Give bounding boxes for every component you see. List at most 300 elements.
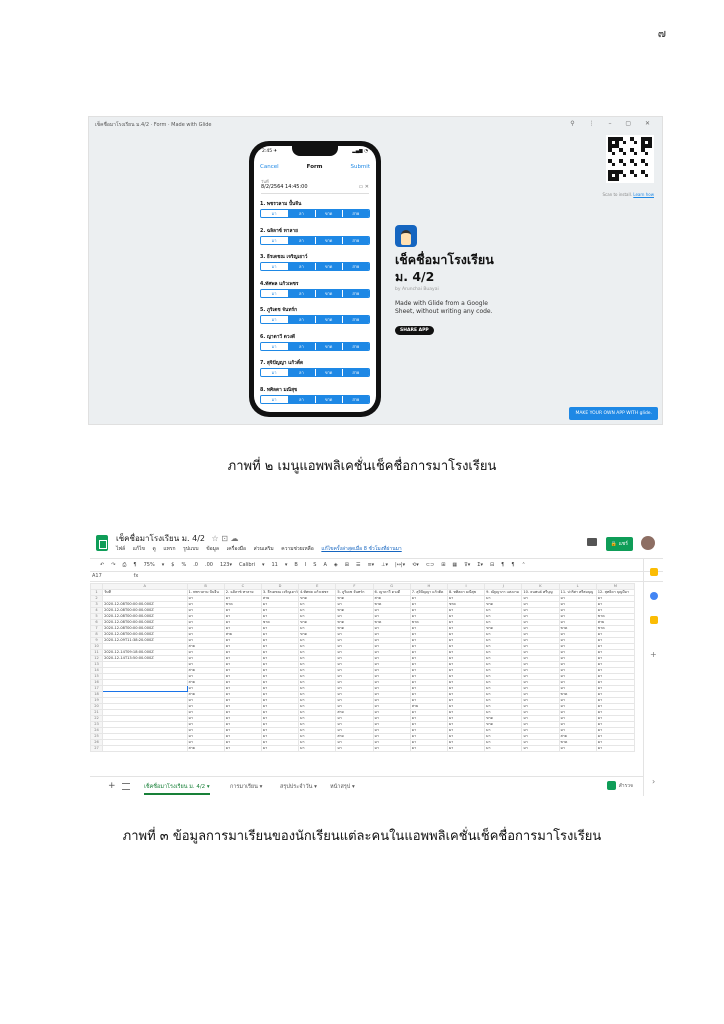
table-cell[interactable]: มา: [596, 602, 634, 608]
table-cell[interactable]: 2020-12-14T09:18:00.000Z: [103, 650, 187, 656]
table-cell[interactable]: สาย: [373, 596, 410, 602]
table-cell[interactable]: มา: [485, 614, 522, 620]
table-cell[interactable]: มา: [336, 722, 373, 728]
table-cell[interactable]: มา: [447, 626, 484, 632]
option-present[interactable]: มา: [261, 316, 288, 323]
column-letter[interactable]: L: [559, 584, 596, 590]
attendance-selector[interactable]: [260, 289, 370, 298]
table-cell[interactable]: มา: [410, 632, 447, 638]
option-late[interactable]: สาย: [343, 396, 369, 403]
cancel-button[interactable]: Cancel: [260, 164, 279, 170]
table-cell[interactable]: มา: [261, 608, 298, 614]
table-cell[interactable]: มา: [224, 626, 261, 632]
user-avatar[interactable]: [641, 536, 655, 550]
table-cell[interactable]: มา: [522, 614, 559, 620]
table-cell[interactable]: มา: [559, 650, 596, 656]
table-cell[interactable]: มา: [187, 740, 224, 746]
table-cell[interactable]: มา: [485, 656, 522, 662]
table-cell[interactable]: มา: [336, 680, 373, 686]
table-cell[interactable]: วันที่: [103, 590, 187, 596]
toolbar-item[interactable]: 123▾: [219, 562, 232, 568]
toolbar-item[interactable]: ≡▾: [367, 562, 375, 568]
option-leave[interactable]: ลา: [288, 369, 315, 376]
table-cell[interactable]: มา: [261, 716, 298, 722]
table-cell[interactable]: ขาด: [373, 620, 410, 626]
table-cell[interactable]: มา: [187, 698, 224, 704]
table-cell[interactable]: 2020-12-09T11:38:20.000Z: [103, 638, 187, 644]
table-cell[interactable]: มา: [261, 632, 298, 638]
star-folder-cloud-icons[interactable]: ☆ ⊡ ☁: [211, 534, 239, 543]
table-cell[interactable]: มา: [447, 722, 484, 728]
table-cell[interactable]: ขาด: [596, 614, 634, 620]
table-cell[interactable]: มา: [485, 692, 522, 698]
table-cell[interactable]: มา: [559, 722, 596, 728]
table-cell[interactable]: มา: [410, 638, 447, 644]
table-cell[interactable]: มา: [187, 614, 224, 620]
table-cell[interactable]: มา: [522, 668, 559, 674]
toolbar-item[interactable]: ↷: [111, 562, 116, 568]
table-cell[interactable]: มา: [299, 638, 336, 644]
option-present[interactable]: มา: [261, 343, 288, 350]
table-cell[interactable]: มา: [522, 674, 559, 680]
table-cell[interactable]: มา: [447, 668, 484, 674]
table-cell[interactable]: มา: [596, 656, 634, 662]
table-cell[interactable]: มา: [559, 596, 596, 602]
toolbar-item[interactable]: S: [313, 562, 317, 568]
row-number[interactable]: 18: [91, 692, 103, 698]
tasks-icon[interactable]: [650, 592, 658, 600]
table-cell[interactable]: สาย: [187, 680, 224, 686]
toolbar-item[interactable]: 11: [271, 562, 278, 568]
table-cell[interactable]: มา: [485, 674, 522, 680]
option-absent[interactable]: ขาด: [316, 316, 343, 323]
table-cell[interactable]: มา: [522, 746, 559, 752]
column-letter[interactable]: K: [522, 584, 559, 590]
column-letter[interactable]: E: [299, 584, 336, 590]
table-cell[interactable]: มา: [559, 728, 596, 734]
toolbar-item[interactable]: ⊂⊃: [425, 562, 435, 568]
row-number[interactable]: 22: [91, 716, 103, 722]
table-cell[interactable]: 12. สุทธิดา บุญมีมา: [596, 590, 634, 596]
table-cell[interactable]: มา: [224, 692, 261, 698]
table-cell[interactable]: มา: [373, 734, 410, 740]
table-cell[interactable]: มา: [522, 626, 559, 632]
table-cell[interactable]: มา: [447, 614, 484, 620]
table-cell[interactable]: มา: [485, 740, 522, 746]
option-late[interactable]: สาย: [343, 210, 369, 217]
table-cell[interactable]: มา: [261, 704, 298, 710]
option-leave[interactable]: ลา: [288, 210, 315, 217]
table-cell[interactable]: มา: [596, 668, 634, 674]
table-cell[interactable]: มา: [522, 740, 559, 746]
table-cell[interactable]: มา: [559, 614, 596, 620]
table-cell[interactable]: มา: [559, 710, 596, 716]
table-cell[interactable]: มา: [224, 680, 261, 686]
table-cell[interactable]: มา: [559, 662, 596, 668]
table-cell[interactable]: มา: [410, 746, 447, 752]
toolbar-item[interactable]: |↔|▾: [395, 562, 406, 568]
table-cell[interactable]: มา: [299, 716, 336, 722]
option-late[interactable]: สาย: [343, 316, 369, 323]
table-cell[interactable]: มา: [559, 704, 596, 710]
toolbar-item[interactable]: A: [323, 562, 327, 568]
table-cell[interactable]: มา: [596, 722, 634, 728]
table-cell[interactable]: มา: [596, 632, 634, 638]
row-number[interactable]: 7: [91, 626, 103, 632]
table-cell[interactable]: มา: [522, 680, 559, 686]
table-cell[interactable]: มา: [224, 710, 261, 716]
collapse-panel-icon[interactable]: ›: [652, 777, 656, 786]
table-cell[interactable]: ขาด: [299, 632, 336, 638]
toolbar-item[interactable]: ¶: [501, 562, 505, 568]
table-cell[interactable]: [103, 746, 187, 752]
table-cell[interactable]: มา: [447, 692, 484, 698]
table-cell[interactable]: มา: [224, 596, 261, 602]
table-cell[interactable]: 3. ธีรเดชณ เจริญเยาว์: [262, 590, 298, 594]
table-cell[interactable]: มา: [596, 716, 634, 722]
toolbar-item[interactable]: $: [171, 562, 175, 568]
table-cell[interactable]: มา: [410, 596, 447, 602]
option-present[interactable]: มา: [261, 237, 288, 244]
table-cell[interactable]: มา: [447, 728, 484, 734]
table-cell[interactable]: มา: [596, 734, 634, 740]
toolbar-item[interactable]: .0: [193, 562, 198, 568]
table-cell[interactable]: มา: [187, 602, 224, 608]
option-leave[interactable]: ลา: [288, 290, 315, 297]
table-cell[interactable]: มา: [410, 608, 447, 614]
column-letter[interactable]: M: [596, 584, 634, 590]
table-cell[interactable]: มา: [559, 680, 596, 686]
row-number[interactable]: 16: [91, 680, 103, 686]
option-present[interactable]: มา: [261, 263, 288, 270]
row-number[interactable]: 25: [91, 734, 103, 740]
column-letter[interactable]: J: [485, 584, 522, 590]
table-cell[interactable]: มา: [261, 644, 298, 650]
table-cell[interactable]: มา: [410, 740, 447, 746]
row-number[interactable]: 8: [91, 632, 103, 638]
document-title-text[interactable]: เช็คชื่อมาโรงเรียน ม. 4/2: [116, 534, 205, 543]
table-cell[interactable]: ขาด: [224, 602, 261, 608]
table-cell[interactable]: มา: [522, 644, 559, 650]
table-cell[interactable]: มา: [261, 698, 298, 704]
table-cell[interactable]: มา: [299, 698, 336, 704]
option-late[interactable]: สาย: [343, 290, 369, 297]
toolbar-item[interactable]: ▾: [261, 562, 265, 568]
row-number[interactable]: 3: [91, 602, 103, 608]
row-number[interactable]: 10: [91, 644, 103, 650]
table-cell[interactable]: ขาด: [410, 620, 447, 626]
table-cell[interactable]: มา: [373, 632, 410, 638]
table-cell[interactable]: มา: [336, 602, 373, 608]
table-cell[interactable]: มา: [485, 698, 522, 704]
menu-tools[interactable]: เครื่องมือ: [226, 546, 247, 552]
row-number[interactable]: 19: [91, 698, 103, 704]
menu-view[interactable]: ดู: [152, 546, 156, 552]
toolbar-item[interactable]: B: [294, 562, 298, 568]
option-leave[interactable]: ลา: [288, 316, 315, 323]
table-cell[interactable]: มา: [485, 644, 522, 650]
table-cell[interactable]: ขาด: [559, 692, 596, 698]
attendance-selector[interactable]: [260, 395, 370, 404]
table-cell[interactable]: มา: [559, 716, 596, 722]
table-cell[interactable]: มา: [485, 596, 522, 602]
table-cell[interactable]: มา: [261, 680, 298, 686]
table-cell[interactable]: ขาด: [559, 740, 596, 746]
table-cell[interactable]: มา: [410, 662, 447, 668]
option-late[interactable]: สาย: [343, 369, 369, 376]
table-cell[interactable]: มา: [559, 686, 596, 692]
table-cell[interactable]: มา: [522, 686, 559, 692]
table-cell[interactable]: มา: [373, 746, 410, 752]
table-cell[interactable]: มา: [224, 662, 261, 668]
table-cell[interactable]: มา: [261, 638, 298, 644]
column-letter[interactable]: C: [224, 584, 261, 590]
option-absent[interactable]: ขาด: [316, 369, 343, 376]
table-cell[interactable]: มา: [485, 668, 522, 674]
table-cell[interactable]: มา: [485, 710, 522, 716]
table-cell[interactable]: มา: [373, 668, 410, 674]
toolbar-item[interactable]: .00: [204, 562, 213, 568]
table-cell[interactable]: มา: [596, 728, 634, 734]
table-cell[interactable]: มา: [299, 626, 336, 632]
row-number[interactable]: 27: [91, 746, 103, 752]
table-cell[interactable]: มา: [261, 626, 298, 632]
table-cell[interactable]: มา: [447, 632, 484, 638]
column-letter[interactable]: D: [261, 584, 298, 590]
table-cell[interactable]: มา: [336, 668, 373, 674]
toolbar-item[interactable]: ⎙: [122, 562, 127, 568]
toolbar-item[interactable]: ¶: [511, 562, 515, 568]
table-cell[interactable]: มา: [447, 650, 484, 656]
table-cell[interactable]: มา: [299, 614, 336, 620]
row-number[interactable]: 5: [91, 614, 103, 620]
option-late[interactable]: สาย: [343, 237, 369, 244]
table-cell[interactable]: มา: [596, 746, 634, 752]
table-cell[interactable]: มา: [224, 620, 261, 626]
table-cell[interactable]: 2020-12-08T00:00:00.000Z: [103, 620, 187, 626]
table-cell[interactable]: มา: [187, 686, 224, 692]
row-number[interactable]: 12: [91, 656, 103, 662]
table-cell[interactable]: มา: [596, 698, 634, 704]
table-cell[interactable]: มา: [261, 722, 298, 728]
keep-icon[interactable]: [650, 568, 658, 576]
table-cell[interactable]: ขาด: [447, 602, 484, 608]
table-cell[interactable]: มา: [261, 662, 298, 668]
comment-icon[interactable]: [587, 538, 597, 546]
toolbar-item[interactable]: ⊥▾: [381, 562, 389, 568]
table-cell[interactable]: มา: [187, 596, 224, 602]
table-cell[interactable]: มา: [559, 638, 596, 644]
attendance-selector[interactable]: [260, 342, 370, 351]
table-cell[interactable]: มา: [410, 614, 447, 620]
table-cell[interactable]: มา: [447, 686, 484, 692]
table-cell[interactable]: มา: [596, 662, 634, 668]
row-number[interactable]: 13: [91, 662, 103, 668]
table-cell[interactable]: มา: [596, 740, 634, 746]
table-cell[interactable]: มา: [373, 656, 410, 662]
table-cell[interactable]: มา: [373, 662, 410, 668]
row-number[interactable]: 23: [91, 722, 103, 728]
table-cell[interactable]: 6. ญาดาวี ดวงดี: [373, 590, 410, 596]
table-cell[interactable]: ขาด: [336, 596, 373, 602]
table-cell[interactable]: มา: [336, 686, 373, 692]
table-cell[interactable]: มา: [522, 704, 559, 710]
table-cell[interactable]: มา: [261, 602, 298, 608]
menu-format[interactable]: รูปแบบ: [183, 546, 199, 552]
table-cell[interactable]: มา: [373, 740, 410, 746]
table-cell[interactable]: มา: [336, 638, 373, 644]
table-cell[interactable]: มา: [485, 620, 522, 626]
table-cell[interactable]: 5. ภูริเดช จันทร์ก: [336, 590, 373, 596]
table-cell[interactable]: มา: [336, 698, 373, 704]
table-cell[interactable]: มา: [522, 602, 559, 608]
table-cell[interactable]: มา: [373, 680, 410, 686]
table-cell[interactable]: 2. ฉลิลาซ์ ทาลาย: [224, 590, 261, 596]
table-cell[interactable]: มา: [187, 656, 224, 662]
table-cell[interactable]: มา: [224, 686, 261, 692]
table-cell[interactable]: มา: [559, 674, 596, 680]
table-cell[interactable]: มา: [596, 608, 634, 614]
row-number[interactable]: 21: [91, 710, 103, 716]
table-cell[interactable]: มา: [485, 746, 522, 752]
tab-class-attendance[interactable]: การมาเรียน ▾: [230, 784, 263, 790]
option-leave[interactable]: ลา: [288, 237, 315, 244]
table-cell[interactable]: มา: [485, 662, 522, 668]
option-absent[interactable]: ขาด: [316, 210, 343, 217]
table-cell[interactable]: มา: [522, 650, 559, 656]
table-cell[interactable]: มา: [447, 704, 484, 710]
table-cell[interactable]: มา: [224, 614, 261, 620]
option-leave[interactable]: ลา: [288, 396, 315, 403]
table-cell[interactable]: มา: [410, 728, 447, 734]
toolbar-item[interactable]: ⊞: [441, 562, 446, 568]
table-cell[interactable]: มา: [299, 662, 336, 668]
table-cell[interactable]: มา: [410, 668, 447, 674]
submit-button[interactable]: Submit: [350, 164, 370, 170]
table-cell[interactable]: มา: [447, 662, 484, 668]
table-cell[interactable]: มา: [447, 638, 484, 644]
table-cell[interactable]: มา: [373, 674, 410, 680]
table-cell[interactable]: มา: [224, 740, 261, 746]
tab-daily-summary[interactable]: สรุปประจำวัน ▾: [280, 784, 317, 790]
table-cell[interactable]: มา: [447, 746, 484, 752]
name-box[interactable]: A17: [92, 573, 102, 579]
table-cell[interactable]: มา: [522, 620, 559, 626]
column-letter[interactable]: F: [336, 584, 373, 590]
table-cell[interactable]: มา: [447, 740, 484, 746]
table-cell[interactable]: มา: [299, 710, 336, 716]
table-cell[interactable]: ขาด: [485, 602, 522, 608]
table-cell[interactable]: ขาด: [485, 626, 522, 632]
table-cell[interactable]: มา: [373, 716, 410, 722]
table-cell[interactable]: มา: [596, 686, 634, 692]
table-cell[interactable]: มา: [559, 668, 596, 674]
row-number[interactable]: 17: [91, 686, 103, 692]
table-cell[interactable]: 2020-12-14T13:50:00.000Z: [103, 656, 187, 662]
table-cell[interactable]: มา: [447, 596, 484, 602]
table-cell[interactable]: มา: [410, 602, 447, 608]
table-cell[interactable]: มา: [224, 716, 261, 722]
calendar-icon[interactable]: [650, 616, 658, 624]
menu-insert[interactable]: แทรก: [163, 546, 176, 552]
menu-data[interactable]: ข้อมูล: [206, 546, 219, 552]
table-cell[interactable]: 1. พชรวลาม ปั้นจีน: [187, 590, 224, 596]
table-cell[interactable]: มา: [447, 710, 484, 716]
table-cell[interactable]: มา: [187, 734, 224, 740]
table-cell[interactable]: มา: [261, 728, 298, 734]
table-cell[interactable]: สาย: [559, 734, 596, 740]
table-cell[interactable]: มา: [522, 692, 559, 698]
table-cell[interactable]: มา: [224, 638, 261, 644]
table-cell[interactable]: มา: [261, 686, 298, 692]
table-cell[interactable]: สาย: [187, 668, 224, 674]
table-cell[interactable]: 2020-12-08T00:00:00.000Z: [103, 614, 187, 620]
table-cell[interactable]: มา: [224, 668, 261, 674]
table-cell[interactable]: มา: [299, 674, 336, 680]
table-cell[interactable]: มา: [224, 656, 261, 662]
table-cell[interactable]: มา: [522, 656, 559, 662]
toolbar-item[interactable]: 75%: [143, 562, 155, 568]
table-cell[interactable]: มา: [299, 656, 336, 662]
table-cell[interactable]: มา: [336, 746, 373, 752]
table-cell[interactable]: มา: [299, 644, 336, 650]
table-cell[interactable]: มา: [299, 728, 336, 734]
table-cell[interactable]: ขาด: [596, 626, 634, 632]
table-cell[interactable]: 9. ณัฐญาภา แสงงาม: [485, 590, 522, 596]
attendance-selector[interactable]: [260, 262, 370, 271]
table-cell[interactable]: มา: [299, 746, 336, 752]
table-cell[interactable]: มา: [373, 686, 410, 692]
row-number[interactable]: 1: [91, 590, 103, 596]
row-number[interactable]: 14: [91, 668, 103, 674]
table-cell[interactable]: 10. ธนพนธ์ ศรีบุญ: [522, 590, 559, 596]
window-controls[interactable]: ⚲ ⋮ – ▢ ✕: [570, 120, 656, 127]
row-number[interactable]: 11: [91, 650, 103, 656]
table-cell[interactable]: มา: [410, 722, 447, 728]
toolbar-item[interactable]: ⌃: [521, 562, 526, 568]
option-present[interactable]: มา: [261, 396, 288, 403]
table-cell[interactable]: มา: [485, 686, 522, 692]
table-cell[interactable]: มา: [522, 716, 559, 722]
table-cell[interactable]: มา: [447, 620, 484, 626]
table-cell[interactable]: มา: [559, 746, 596, 752]
attendance-selector[interactable]: [260, 209, 370, 218]
table-cell[interactable]: มา: [299, 668, 336, 674]
table-cell[interactable]: มา: [336, 740, 373, 746]
table-cell[interactable]: มา: [522, 638, 559, 644]
table-cell[interactable]: 7. สุจิปัญญา แก้วติ๋ด: [410, 590, 447, 596]
toolbar-item[interactable]: ▦: [452, 562, 458, 568]
table-cell[interactable]: สาย: [187, 746, 224, 752]
table-cell[interactable]: มา: [522, 722, 559, 728]
table-cell[interactable]: มา: [187, 716, 224, 722]
table-cell[interactable]: มา: [559, 656, 596, 662]
table-cell[interactable]: มา: [187, 662, 224, 668]
table-cell[interactable]: 2020-12-08T00:00:00.000Z: [103, 608, 187, 614]
option-absent[interactable]: ขาด: [316, 237, 343, 244]
table-cell[interactable]: มา: [336, 662, 373, 668]
toolbar-item[interactable]: ☰: [355, 562, 361, 568]
add-sheet-button[interactable]: +: [108, 781, 116, 791]
table-cell[interactable]: มา: [596, 710, 634, 716]
table-cell[interactable]: มา: [261, 614, 298, 620]
table-cell[interactable]: มา: [410, 656, 447, 662]
table-cell[interactable]: มา: [261, 656, 298, 662]
table-cell[interactable]: ขาด: [485, 716, 522, 722]
toolbar-item[interactable]: ◈: [333, 562, 338, 568]
table-cell[interactable]: มา: [224, 704, 261, 710]
table-cell[interactable]: มา: [373, 638, 410, 644]
